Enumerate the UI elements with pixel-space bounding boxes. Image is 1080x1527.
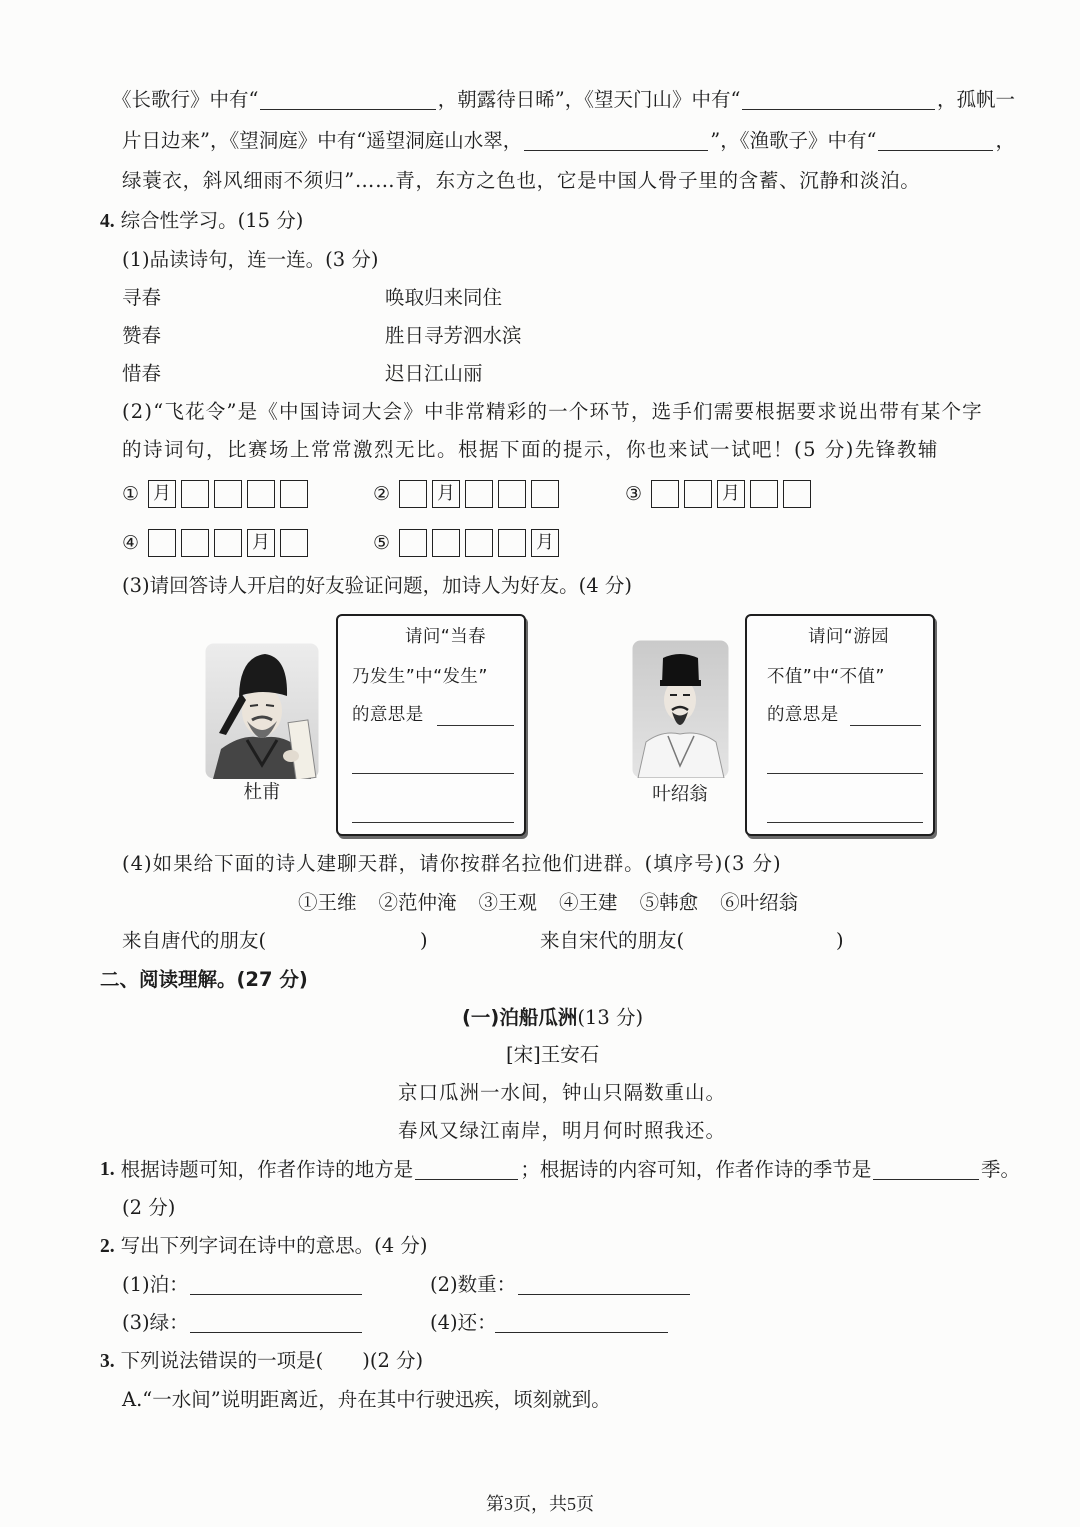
- answer-line: [352, 773, 514, 774]
- grid-number: ①: [122, 483, 140, 505]
- reading-question-3: [100, 1346, 423, 1376]
- part-2-text-line-2: 的诗词句，比赛场上常常激烈无比。根据下面的提示，你也来试一试吧！(5 分)先锋教辅: [122, 438, 939, 461]
- intro-line-1: [112, 85, 1015, 115]
- question-number: 2.: [100, 1236, 115, 1257]
- du-fu-portrait: [205, 643, 319, 779]
- grid-cell: [181, 529, 209, 557]
- song-group-close: ): [836, 929, 844, 952]
- answer-blank: [495, 1332, 668, 1333]
- question-title: 写出下列字词在诗中的意思。(4 分): [120, 1234, 428, 1257]
- answer-line: [850, 725, 921, 726]
- reading-question-1: [100, 1155, 1020, 1185]
- poem-score: (13 分): [577, 1006, 644, 1029]
- grid-cell: [214, 529, 242, 557]
- intro-line-3: 绿蓑衣，斜风细雨不须归”……青，东方之色也，它是中国人骨子里的含蓄、沉静和淡泊。: [122, 169, 921, 192]
- verification-question-line: 的意思是: [767, 705, 839, 725]
- poet-option: ⑥叶绍翁: [720, 891, 799, 914]
- poem-line: 京口瓜洲一水间，钟山只隔数重山。: [398, 1081, 727, 1104]
- word-meaning-item: [122, 1270, 362, 1300]
- word-label: (4)还：: [430, 1311, 497, 1334]
- grid-cell: [783, 480, 811, 508]
- poet-option: ②范仲淹: [378, 891, 457, 914]
- feihualing-grid-5: [373, 528, 564, 558]
- grid-cell: [465, 529, 493, 557]
- grid-cell: [432, 529, 460, 557]
- robe: [638, 733, 724, 778]
- text-segment: ，孤帆一: [936, 88, 1015, 111]
- match-right-item: 胜日寻芳泗水滨: [385, 324, 522, 347]
- grid-cell: [214, 480, 242, 508]
- hat: [662, 654, 699, 684]
- part-4-title: (4)如果给下面的诗人建聊天群，请你按群名拉他们进群。(填序号)(3 分): [122, 852, 782, 875]
- feihualing-grid-3: [625, 479, 816, 509]
- match-left-item: 惜春: [122, 362, 162, 385]
- text-segment: ”，《渔歌子》中有“: [710, 129, 877, 152]
- grid-number: ②: [373, 483, 391, 505]
- intro-line-2: [122, 126, 1015, 156]
- grid-cell: [181, 480, 209, 508]
- poet-name-list: [298, 888, 798, 918]
- text-segment: ；根据诗的内容可知，作者作诗的季节是: [520, 1158, 872, 1181]
- verification-question-line: 不值”中“不值”: [767, 667, 885, 687]
- page-number: 第3页，共5页: [486, 1494, 594, 1514]
- word-label: (2)数重：: [430, 1273, 517, 1296]
- tang-group-close: ): [420, 929, 428, 952]
- tang-group-label: 来自唐代的朋友(: [122, 929, 267, 952]
- answer-blank: [742, 109, 935, 110]
- word-label: (1)泊：: [122, 1273, 189, 1296]
- answer-blank: [415, 1179, 518, 1180]
- grid-cell: 月: [247, 529, 275, 557]
- hat-band: [660, 680, 701, 686]
- word-label: (3)绿：: [122, 1311, 189, 1334]
- question-number: 1.: [100, 1159, 115, 1180]
- answer-blank: [524, 150, 708, 151]
- answer-blank: [873, 1179, 979, 1180]
- word-meaning-item: [122, 1308, 362, 1338]
- grid-cell: [531, 480, 559, 508]
- text-segment: ，: [995, 129, 1015, 152]
- grid-cell: [498, 529, 526, 557]
- text-segment: 《长歌行》中有“: [112, 88, 259, 111]
- question-number: 4.: [100, 211, 115, 232]
- friend-verification-box: [745, 614, 935, 836]
- grid-cell: [280, 480, 308, 508]
- verification-question-line: 乃发生”中“发生”: [352, 667, 488, 687]
- grid-cell: [465, 480, 493, 508]
- poem-line: 春风又绿江南岸，明月何时照我还。: [398, 1119, 727, 1142]
- grid-cell: [148, 529, 176, 557]
- answer-blank: [878, 150, 993, 151]
- verification-question-line: 请问“当春: [405, 627, 487, 647]
- poem-author: [宋]王安石: [506, 1043, 600, 1066]
- answer-line: [437, 725, 514, 726]
- grid-cell: 月: [148, 480, 176, 508]
- part-1-title: (1)品读诗句，连一连。(3 分): [122, 248, 379, 271]
- answer-blank: [190, 1332, 362, 1333]
- grid-cell: [399, 529, 427, 557]
- poet-name: 杜甫: [243, 782, 281, 803]
- answer-blank: [518, 1294, 690, 1295]
- grid-number: ④: [122, 532, 140, 554]
- grid-cell: [750, 480, 778, 508]
- answer-line: [767, 773, 923, 774]
- question-number: 3.: [100, 1351, 115, 1372]
- grid-cell: 月: [531, 529, 559, 557]
- word-meaning-item: [430, 1308, 668, 1338]
- reading-question-2: [100, 1231, 427, 1261]
- poet-option: ⑤韩愈: [639, 891, 699, 914]
- friend-verification-box: [336, 614, 526, 836]
- grid-cell: [399, 480, 427, 508]
- song-group-label: 来自宋代的朋友(: [540, 929, 685, 952]
- question-score: (2 分): [122, 1196, 176, 1219]
- feihualing-grid-4: [122, 528, 313, 558]
- match-left-item: 寻春: [122, 286, 162, 309]
- poem-title: (一)泊船瓜洲: [462, 1006, 578, 1029]
- verification-question-line: 请问“游园: [808, 627, 890, 647]
- match-left-item: 赞春: [122, 324, 162, 347]
- option-a: A.“一水间”说明距离近，舟在其中行驶迅疾，顷刻就到。: [122, 1388, 611, 1411]
- grid-number: ③: [625, 483, 643, 505]
- poet-option: ③王观: [478, 891, 538, 914]
- grid-cell: 月: [432, 480, 460, 508]
- grid-cell: [280, 529, 308, 557]
- answer-blank: [190, 1294, 362, 1295]
- poem-title-line: [462, 1003, 643, 1033]
- match-right-item: 迟日江山丽: [385, 362, 483, 385]
- grid-cell: [498, 480, 526, 508]
- hand: [283, 750, 299, 762]
- question-title: 下列说法错误的一项是( )(2 分): [120, 1349, 424, 1372]
- word-meaning-item: [430, 1270, 690, 1300]
- poet-name: 叶绍翁: [652, 784, 708, 805]
- question-4-heading: [100, 206, 303, 236]
- grid-cell: [684, 480, 712, 508]
- poet-option: ①王维: [298, 891, 357, 914]
- answer-line: [767, 822, 923, 823]
- question-title: 综合性学习。(15 分): [120, 209, 304, 232]
- match-right-item: 唤取归来同住: [385, 286, 503, 309]
- part-3-title: (3)请回答诗人开启的好友验证问题，加诗人为好友。(4 分): [122, 574, 632, 597]
- ye-shaoweng-portrait: [632, 640, 729, 778]
- text-segment: 根据诗题可知，作者作诗的地方是: [120, 1158, 414, 1181]
- section-heading: 二、阅读理解。(27 分): [100, 968, 308, 991]
- feihualing-grid-1: [122, 479, 313, 509]
- grid-cell: 月: [717, 480, 745, 508]
- answer-blank: [260, 109, 435, 110]
- text-segment: 片日边来”，《望洞庭》中有“遥望洞庭山水翠，: [122, 129, 523, 152]
- feihualing-grid-2: [373, 479, 564, 509]
- part-2-text-line-1: (2)“飞花令”是《中国诗词大会》中非常精彩的一个环节，选手们需要根据要求说出带有某个字: [122, 400, 983, 423]
- text-segment: ，朝露待日晞”，《望天门山》中有“: [437, 88, 741, 111]
- grid-number: ⑤: [373, 532, 391, 554]
- text-segment: 季。: [980, 1158, 1020, 1181]
- grid-cell: [651, 480, 679, 508]
- answer-line: [352, 822, 514, 823]
- verification-question-line: 的意思是: [352, 705, 424, 725]
- poet-option: ④王建: [559, 891, 618, 914]
- grid-cell: [247, 480, 275, 508]
